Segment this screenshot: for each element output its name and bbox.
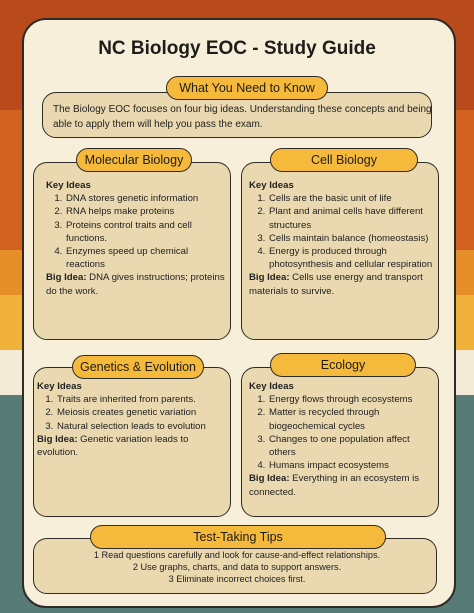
list-item: 2. Matter is recycled through biogeochemical cycles <box>268 406 435 432</box>
genetics-evolution-heading: Genetics & Evolution <box>72 355 204 379</box>
list-item: 4. Energy is produced through photosynthesis and cellular respiration <box>268 245 434 271</box>
intro-heading: What You Need to Know <box>166 76 328 100</box>
tip-line: 3 Eliminate incorrect choices first. <box>168 574 306 584</box>
big-idea-text: DNA gives instructions; proteins do the work. <box>46 272 225 297</box>
list-item: 2. Meiosis creates genetic variation <box>56 406 227 419</box>
big-idea-text: Genetic variation leads to evolution. <box>37 433 189 459</box>
list-item: 3. Proteins control traits and cell functions. <box>65 219 226 245</box>
molecular-key-ideas-list <box>46 192 226 271</box>
list-item: 1. Traits are inherited from parents. <box>56 393 227 406</box>
big-idea-label: Big Idea: <box>249 272 290 284</box>
ecology-key-ideas-list <box>249 393 435 472</box>
molecular-biology-content <box>46 179 226 298</box>
tips-content <box>42 549 432 585</box>
list-item: 2. RNA helps make proteins <box>65 205 226 218</box>
cell-biology-heading: Cell Biology <box>270 148 418 172</box>
list-item: 1. Cells are the basic unit of life <box>268 192 434 205</box>
ecology-key-ideas-label: Key Ideas <box>249 381 294 392</box>
ecology-content <box>249 380 435 499</box>
list-item: 3. Changes to one population affect others <box>268 433 435 459</box>
genetics-key-ideas-label: Key Ideas <box>37 381 82 392</box>
tip-line: 2 Use graphs, charts, and data to support answers. <box>132 562 342 572</box>
big-idea-label: Big Idea: <box>46 272 87 284</box>
list-item: 4. Enzymes speed up chemical reactions <box>65 245 226 271</box>
molecular-key-ideas-label: Key Ideas <box>46 180 91 191</box>
molecular-biology-heading: Molecular Biology <box>76 148 192 172</box>
ecology-big-idea <box>249 472 435 498</box>
intro-text: The Biology EOC focuses on four big ideas. Understanding these concepts and being able to apply them will help you pass the exam. <box>53 104 432 130</box>
cell-big-idea <box>249 271 434 297</box>
list-item: 4. Humans impact ecosystems <box>268 459 435 472</box>
big-idea-label: Big Idea: <box>249 473 290 485</box>
big-idea-text: Cells use energy and transport materials to survive. <box>249 272 423 297</box>
ecology-heading: Ecology <box>270 353 416 377</box>
cell-key-ideas-list <box>249 192 434 271</box>
list-item: 1. Energy flows through ecosystems <box>268 393 435 406</box>
tip-line: 1 Read questions carefully and look for cause-and-effect relationships. <box>93 550 381 560</box>
molecular-big-idea <box>46 271 226 297</box>
genetics-big-idea <box>37 433 227 459</box>
page-title: NC Biology EOC - Study Guide <box>98 38 376 59</box>
big-idea-label: Big Idea: <box>37 433 78 445</box>
genetics-evolution-content <box>37 380 227 459</box>
list-item: 1. DNA stores genetic information <box>65 192 226 205</box>
big-idea-text: Everything in an ecosystem is connected. <box>249 473 420 498</box>
list-item: 3. Cells maintain balance (homeostasis) <box>268 232 434 245</box>
list-item: 3. Natural selection leads to evolution <box>56 420 227 433</box>
cell-key-ideas-label: Key Ideas <box>249 180 294 191</box>
list-item: 2. Plant and animal cells have different structures <box>268 205 434 231</box>
genetics-key-ideas-list <box>37 393 227 433</box>
cell-biology-content <box>249 179 434 298</box>
tips-heading: Test-Taking Tips <box>90 525 386 549</box>
